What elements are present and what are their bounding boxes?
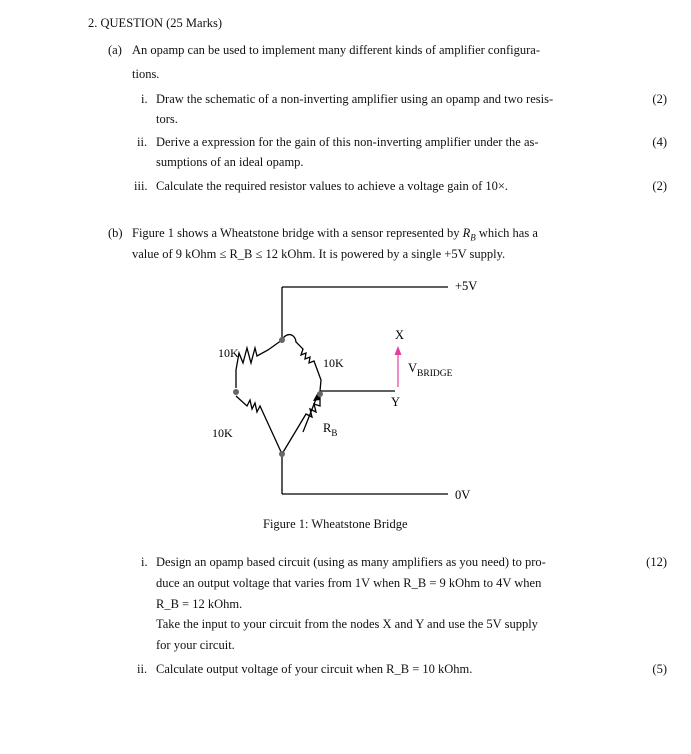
part-a-ii-label: ii.: [137, 135, 148, 149]
node-y-label: Y: [391, 395, 401, 409]
part-a-ii-marks: (4): [652, 135, 667, 149]
part-a-i-label: i.: [141, 92, 148, 106]
part-a-label: (a): [108, 43, 122, 57]
supply-label: +5V: [455, 279, 478, 293]
node-x-label: X: [395, 328, 405, 342]
node-right: [317, 391, 323, 397]
part-a-ii-line2: sumptions of an ideal opamp.: [156, 155, 304, 169]
node-bottom: [279, 451, 285, 457]
part-b-ii-line1: Calculate output voltage of your circuit when R_B = 10 kOhm.: [156, 662, 473, 676]
part-a-i-line1: Draw the schematic of a non-inverting amplifier using an opamp and two resis-: [156, 92, 554, 106]
part-b-i-line5: for your circuit.: [156, 638, 235, 652]
part-b-i-marks: (12): [646, 555, 667, 569]
r-top-right-label: 10K: [323, 356, 344, 370]
ground-label: 0V: [455, 488, 471, 502]
resistor-bottom-left: [236, 396, 282, 454]
r-top-left-label: 10K: [218, 346, 239, 360]
node-left: [233, 389, 239, 395]
node-top: [279, 337, 285, 343]
part-b-i-line2: duce an output voltage that varies from 1V when R_B = 9 kOhm to 4V when: [156, 576, 542, 590]
part-b-line2: value of 9 kOhm ≤ R_B ≤ 12 kOhm. It is powered by a single +5V supply.: [132, 247, 506, 261]
resistor-top-right: [282, 335, 321, 391]
part-b-i-line3: R_B = 12 kOhm.: [156, 597, 243, 611]
part-a-iii-marks: (2): [652, 179, 667, 193]
part-a-iii-label: iii.: [134, 179, 148, 193]
part-a-iii-line1: Calculate the required resistor values to achieve a voltage gain of 10×.: [156, 179, 509, 193]
part-b-i-line1: Design an opamp based circuit (using as many amplifiers as you need) to pro-: [156, 555, 546, 569]
resistor-top-left: [236, 340, 282, 388]
part-a-i-marks: (2): [652, 92, 667, 106]
part-b-i-line4: Take the input to your circuit from the nodes X and Y and use the 5V supply: [156, 617, 538, 631]
part-b-label: (b): [108, 226, 123, 240]
part-b-i-label: i.: [141, 555, 148, 569]
resistor-sensor: [282, 397, 320, 454]
part-a-i-line2: tors.: [156, 112, 178, 126]
vbridge-arrowhead: [395, 346, 402, 355]
part-b-ii-marks: (5): [652, 662, 667, 676]
figure-caption: Figure 1: Wheatstone Bridge: [263, 517, 408, 531]
part-a-ii-line1: Derive a expression for the gain of this non-inverting amplifier under the as-: [156, 135, 539, 149]
r-sensor-label: $R_B$: [323, 421, 338, 438]
part-a-intro-line1: An opamp can be used to implement many different kinds of amplifier configura-: [132, 43, 540, 57]
part-a-intro-line2: tions.: [132, 67, 160, 81]
part-b-ii-label: ii.: [137, 662, 148, 676]
r-bottom-left-label: 10K: [212, 426, 233, 440]
part-b-line1: Figure 1 shows a Wheatstone bridge with a sensor represented by $R_B$ which has a: [132, 226, 538, 243]
wheatstone-bridge-figure: [0, 270, 691, 520]
question-title: 2. QUESTION (25 Marks): [88, 16, 223, 30]
vbridge-label: $V_{BRIDGE}$: [408, 361, 453, 379]
